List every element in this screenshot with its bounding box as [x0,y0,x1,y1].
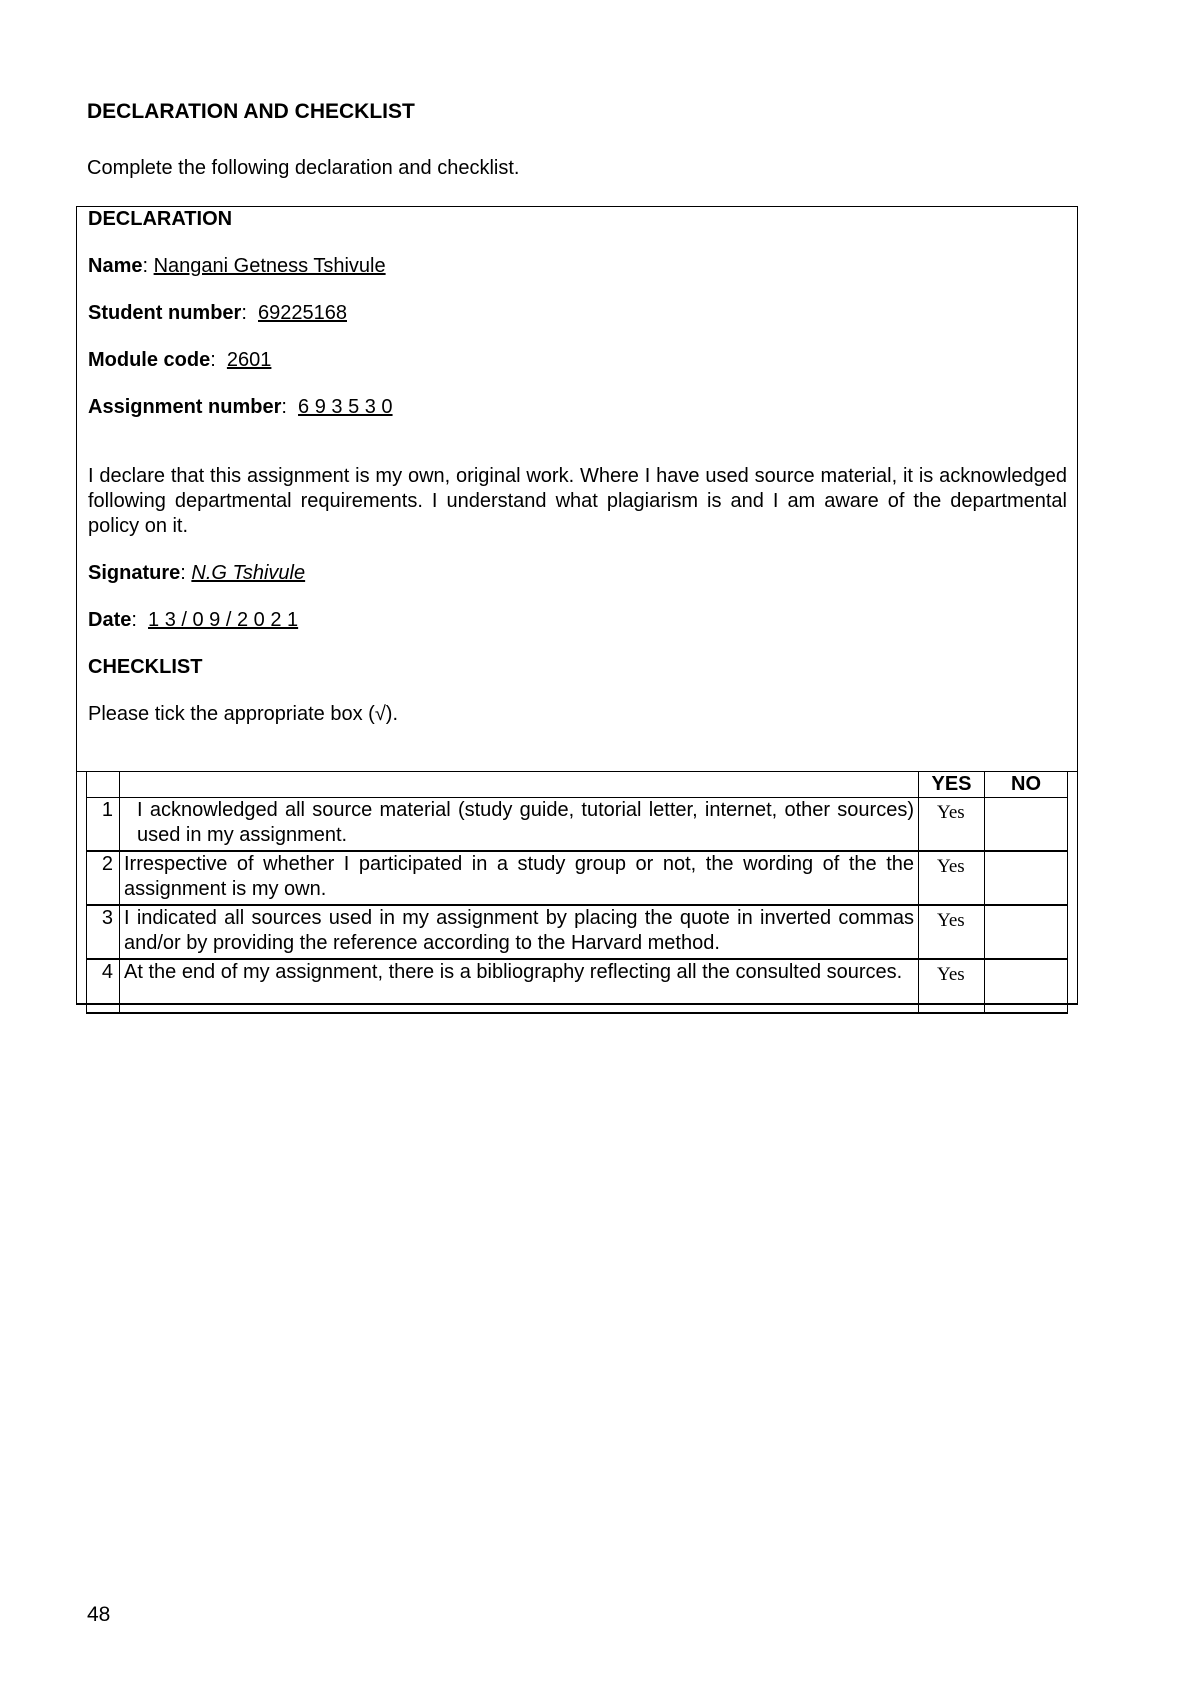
no-column-header: NO [985,772,1068,798]
row-text: At the end of my assignment, there is a bibliography reflecting all the consulted sources. [120,959,919,1013]
date-value: 1 3 / 0 9 / 2 0 2 1 [148,609,299,631]
checklist-instruction: Please tick the appropriate box (√). [88,703,399,725]
date-label: Date [88,609,132,631]
declaration-heading: DECLARATION [88,208,233,230]
header-blank [120,772,919,798]
name-value: Nangani Getness Tshivule [153,255,386,277]
declaration-statement: I declare that this assignment is my own, original work. Where I have used source material, it is acknowledged following departmental requirements. I understand what plagiarism is and I am aware of the departmental policy on it. [88,465,1067,537]
student-number-value: 69225168 [258,302,347,324]
date-field: Date: 1 3 / 0 9 / 2 0 2 1 [88,609,299,631]
name-field: Name: Nangani Getness Tshivule [88,255,386,277]
no-cell[interactable] [985,798,1068,852]
checklist-table [86,771,1068,1014]
declaration-box [76,206,1078,1005]
yes-cell[interactable]: Yes [919,798,985,852]
checklist-row [87,905,1068,959]
page-title: DECLARATION AND CHECKLIST [87,100,415,123]
name-label: Name [88,255,143,277]
row-text: Irrespective of whether I participated in a study group or not, the wording of the the assignment is my own. [120,851,919,905]
assignment-number-value: 6 9 3 5 3 0 [298,396,393,418]
no-cell[interactable] [985,851,1068,905]
checklist-row [87,959,1068,1013]
signature-field: Signature: N.G Tshivule [88,562,306,584]
module-code-field: Module code: 2601 [88,349,272,371]
row-number: 3 [87,905,120,959]
student-number-label: Student number [88,302,242,324]
yes-cell[interactable]: Yes [919,851,985,905]
checklist-row [87,851,1068,905]
module-code-label: Module code [88,349,211,371]
assignment-number-label: Assignment number [88,396,282,418]
checklist-header-row [87,772,1068,798]
signature-label: Signature [88,562,181,584]
yes-cell[interactable]: Yes [919,959,985,1013]
signature-value: N.G Tshivule [191,562,306,584]
student-number-field: Student number: 69225168 [88,302,347,324]
header-blank [87,772,120,798]
page-number: 48 [87,1603,111,1626]
row-number: 4 [87,959,120,1013]
module-code-value: 2601 [226,349,272,371]
row-text: I acknowledged all source material (study guide, tutorial letter, internet, other sources) used in my assignment. [120,798,919,852]
instruction-text: Complete the following declaration and checklist. [87,157,520,179]
yes-column-header: YES [919,772,985,798]
no-cell[interactable] [985,959,1068,1013]
row-text: I indicated all sources used in my assignment by placing the quote in inverted commas and/or by providing the reference according to the Harvard method. [120,905,919,959]
yes-cell[interactable]: Yes [919,905,985,959]
checklist-heading: CHECKLIST [88,656,203,678]
assignment-number-field: Assignment number: 6 9 3 5 3 0 [88,396,393,418]
no-cell[interactable] [985,905,1068,959]
row-number: 1 [87,798,120,852]
checklist-row [87,798,1068,852]
row-number: 2 [87,851,120,905]
